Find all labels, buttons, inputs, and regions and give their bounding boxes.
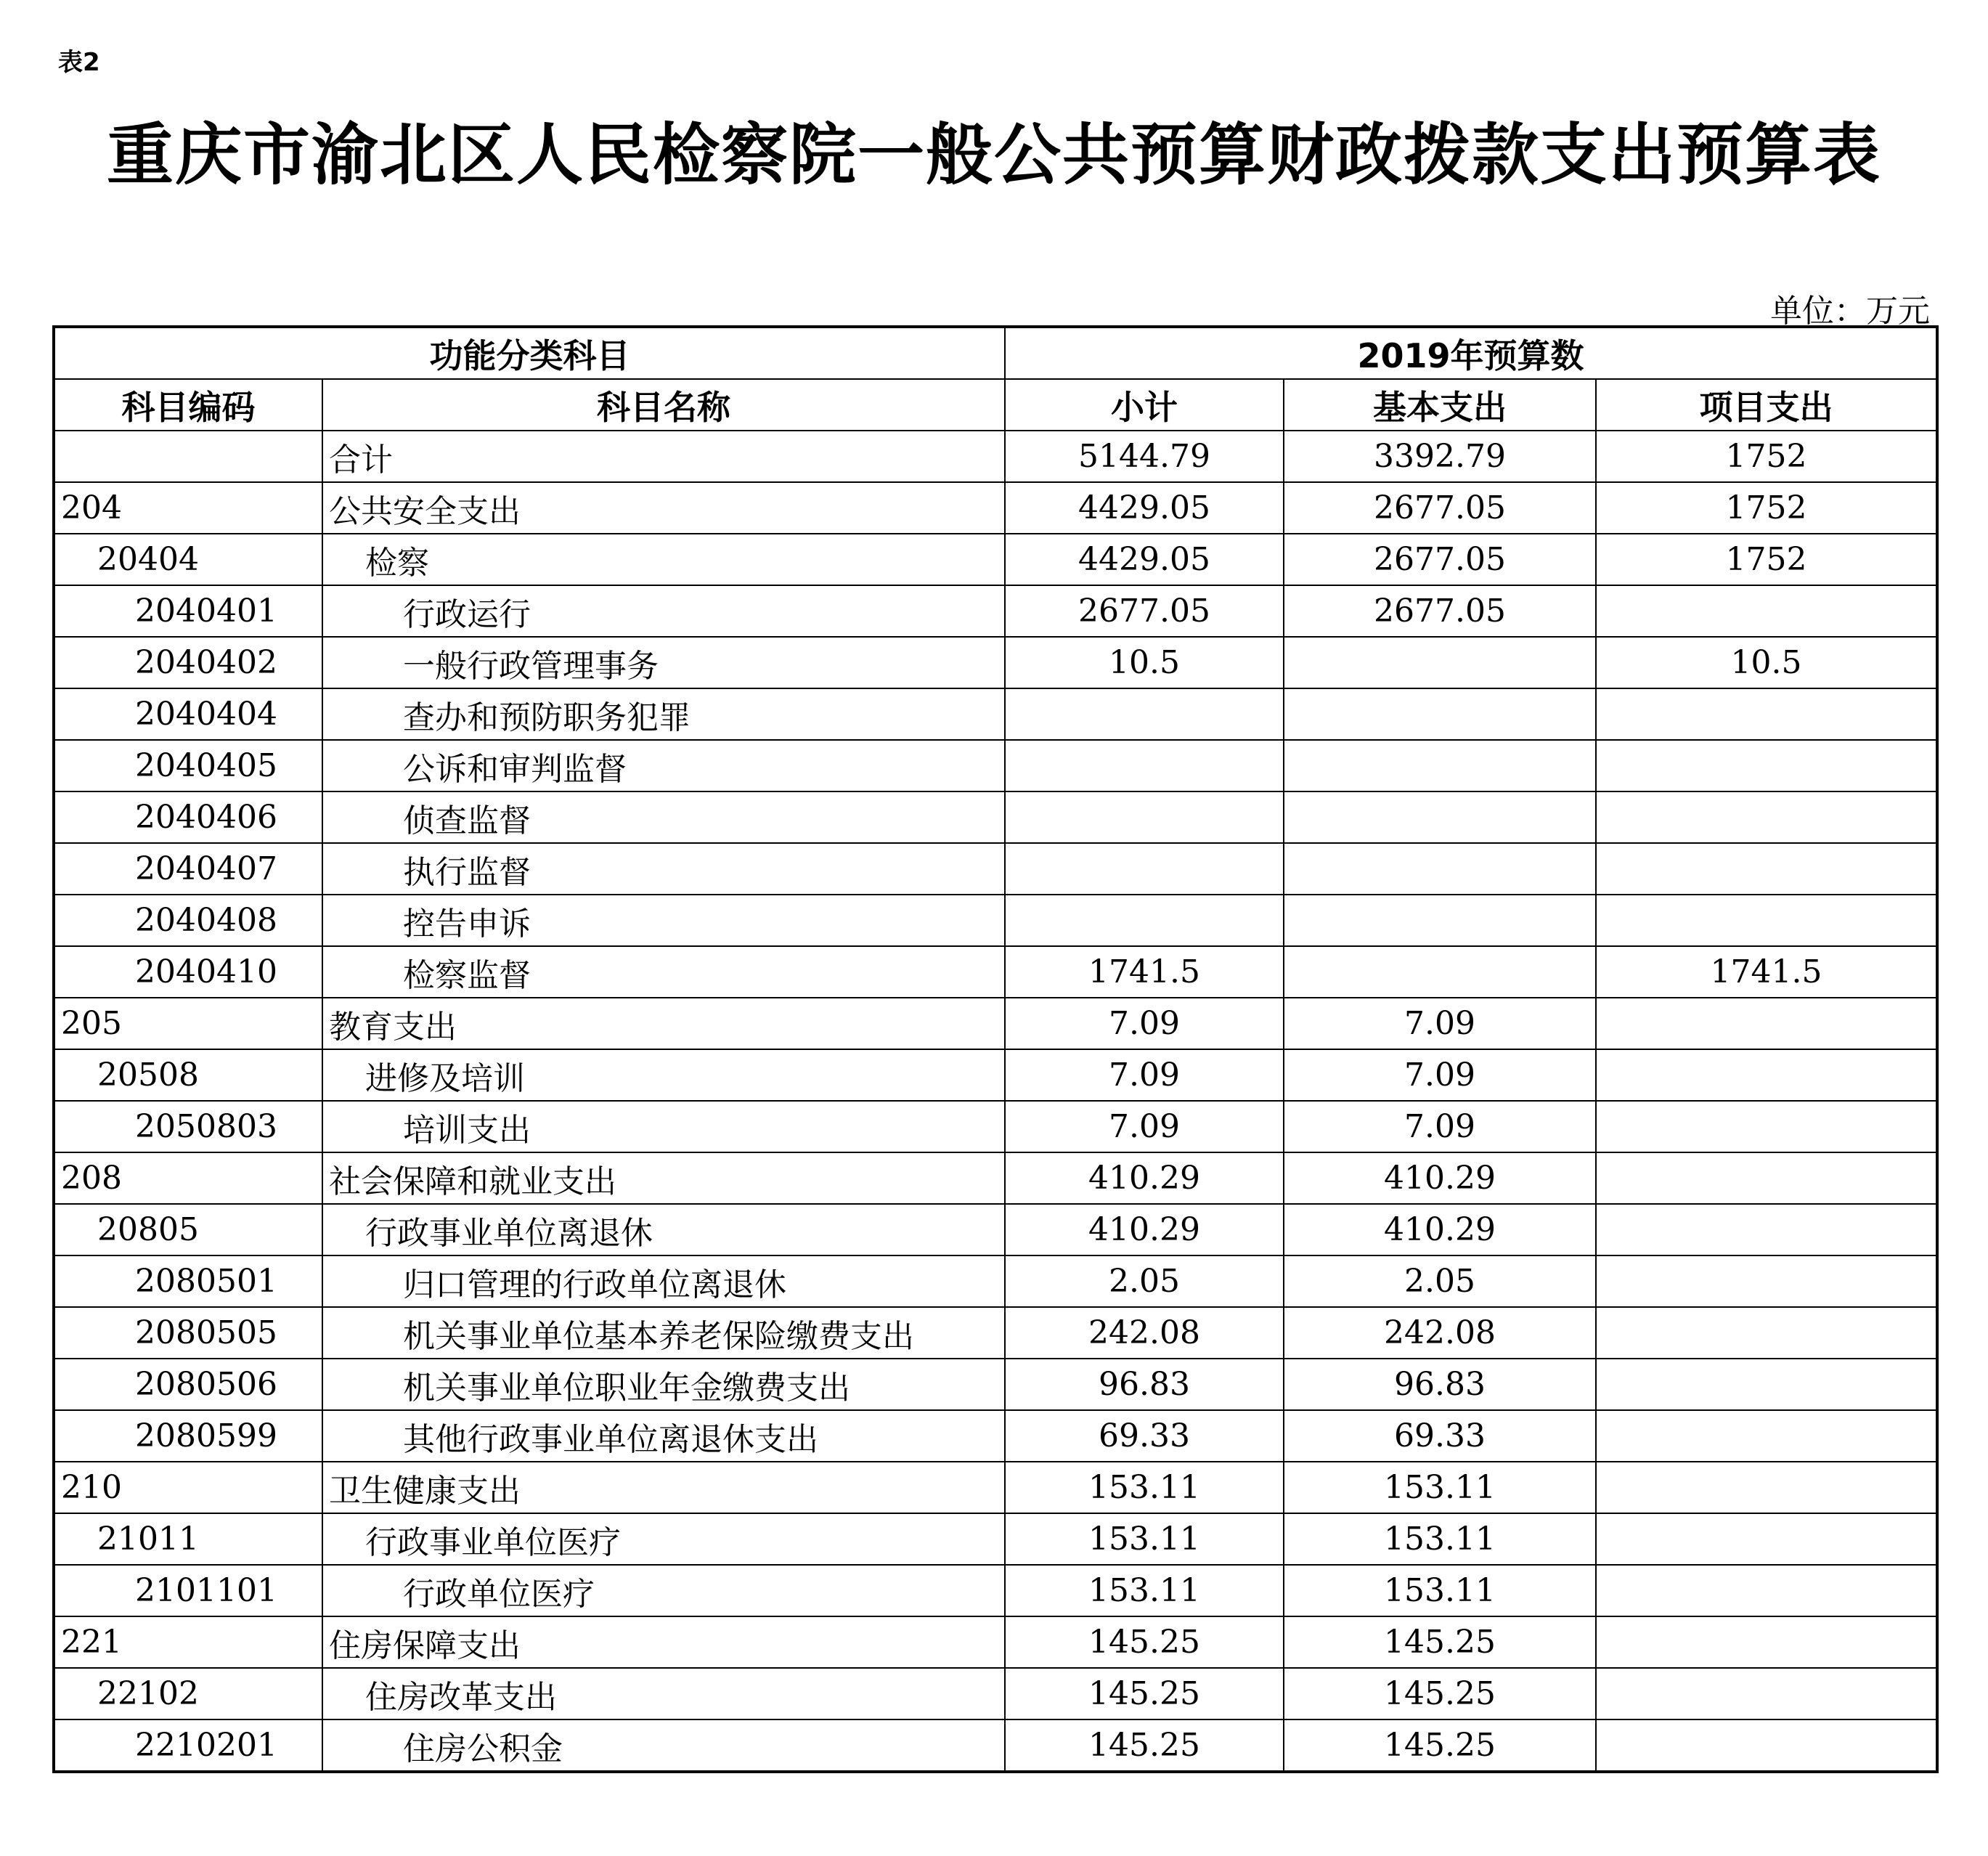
cell-name: 检察监督 bbox=[322, 946, 1005, 998]
cell-basic: 2.05 bbox=[1284, 1255, 1596, 1307]
cell-basic: 2677.05 bbox=[1284, 534, 1596, 585]
cell-project bbox=[1596, 791, 1937, 843]
cell-code: 2040405 bbox=[54, 740, 322, 791]
cell-code: 210 bbox=[54, 1462, 322, 1513]
header-project: 项目支出 bbox=[1596, 379, 1937, 431]
cell-code: 20805 bbox=[54, 1204, 322, 1255]
cell-name: 住房公积金 bbox=[322, 1719, 1005, 1772]
cell-subtotal: 410.29 bbox=[1005, 1152, 1284, 1204]
cell-basic: 153.11 bbox=[1284, 1513, 1596, 1565]
cell-subtotal: 242.08 bbox=[1005, 1307, 1284, 1359]
cell-code: 2080506 bbox=[54, 1359, 322, 1410]
cell-basic: 7.09 bbox=[1284, 1049, 1596, 1101]
cell-project bbox=[1596, 1513, 1937, 1565]
cell-name: 控告申诉 bbox=[322, 895, 1005, 946]
cell-basic: 7.09 bbox=[1284, 998, 1596, 1049]
cell-name: 卫生健康支出 bbox=[322, 1462, 1005, 1513]
cell-subtotal: 2677.05 bbox=[1005, 585, 1284, 637]
table-row bbox=[54, 998, 1937, 1049]
cell-name: 检察 bbox=[322, 534, 1005, 585]
cell-name: 住房保障支出 bbox=[322, 1616, 1005, 1668]
table-row bbox=[54, 585, 1937, 637]
cell-code: 2040401 bbox=[54, 585, 322, 637]
unit-label: 单位：万元 bbox=[1770, 293, 1930, 330]
cell-basic bbox=[1284, 637, 1596, 688]
cell-name: 教育支出 bbox=[322, 998, 1005, 1049]
cell-subtotal: 7.09 bbox=[1005, 998, 1284, 1049]
header-code: 科目编码 bbox=[54, 379, 322, 431]
cell-project: 1741.5 bbox=[1596, 946, 1937, 998]
table-row bbox=[54, 1204, 1937, 1255]
cell-subtotal: 7.09 bbox=[1005, 1101, 1284, 1152]
cell-project: 10.5 bbox=[1596, 637, 1937, 688]
header-name: 科目名称 bbox=[322, 379, 1005, 431]
table-row bbox=[54, 534, 1937, 585]
cell-code: 205 bbox=[54, 998, 322, 1049]
cell-name: 行政事业单位医疗 bbox=[322, 1513, 1005, 1565]
cell-basic bbox=[1284, 791, 1596, 843]
cell-project bbox=[1596, 1719, 1937, 1772]
cell-project bbox=[1596, 585, 1937, 637]
cell-basic: 3392.79 bbox=[1284, 431, 1596, 482]
cell-name: 培训支出 bbox=[322, 1101, 1005, 1152]
budget-table bbox=[52, 325, 1939, 1773]
table-row bbox=[54, 1616, 1937, 1668]
cell-project bbox=[1596, 1462, 1937, 1513]
cell-name: 侦查监督 bbox=[322, 791, 1005, 843]
cell-project bbox=[1596, 1307, 1937, 1359]
table-row bbox=[54, 740, 1937, 791]
header-column-row bbox=[54, 379, 1937, 431]
cell-code: 21011 bbox=[54, 1513, 322, 1565]
cell-project: 1752 bbox=[1596, 431, 1937, 482]
cell-subtotal: 5144.79 bbox=[1005, 431, 1284, 482]
cell-code: 2080599 bbox=[54, 1410, 322, 1462]
cell-subtotal: 1741.5 bbox=[1005, 946, 1284, 998]
cell-project: 1752 bbox=[1596, 534, 1937, 585]
cell-project bbox=[1596, 740, 1937, 791]
cell-project bbox=[1596, 1255, 1937, 1307]
cell-basic: 153.11 bbox=[1284, 1565, 1596, 1616]
table-row bbox=[54, 1359, 1937, 1410]
cell-basic: 69.33 bbox=[1284, 1410, 1596, 1462]
cell-name: 其他行政事业单位离退休支出 bbox=[322, 1410, 1005, 1462]
cell-name: 公共安全支出 bbox=[322, 482, 1005, 534]
table-body bbox=[54, 431, 1937, 1772]
cell-code: 2040404 bbox=[54, 688, 322, 740]
cell-subtotal: 96.83 bbox=[1005, 1359, 1284, 1410]
cell-subtotal bbox=[1005, 895, 1284, 946]
cell-subtotal: 153.11 bbox=[1005, 1462, 1284, 1513]
cell-subtotal: 145.25 bbox=[1005, 1668, 1284, 1719]
cell-code: 2210201 bbox=[54, 1719, 322, 1772]
cell-name: 公诉和审判监督 bbox=[322, 740, 1005, 791]
table-row bbox=[54, 1565, 1937, 1616]
table-row bbox=[54, 1462, 1937, 1513]
cell-basic: 145.25 bbox=[1284, 1616, 1596, 1668]
cell-code: 22102 bbox=[54, 1668, 322, 1719]
cell-project bbox=[1596, 1565, 1937, 1616]
cell-name: 住房改革支出 bbox=[322, 1668, 1005, 1719]
cell-code: 204 bbox=[54, 482, 322, 534]
cell-basic: 2677.05 bbox=[1284, 585, 1596, 637]
cell-project bbox=[1596, 895, 1937, 946]
table-row bbox=[54, 1152, 1937, 1204]
cell-basic: 410.29 bbox=[1284, 1204, 1596, 1255]
header-budget-year: 2019年预算数 bbox=[1005, 327, 1937, 379]
cell-name: 查办和预防职务犯罪 bbox=[322, 688, 1005, 740]
header-group-row bbox=[54, 327, 1937, 379]
table-row bbox=[54, 946, 1937, 998]
cell-subtotal: 410.29 bbox=[1005, 1204, 1284, 1255]
cell-code: 208 bbox=[54, 1152, 322, 1204]
cell-name: 行政事业单位离退休 bbox=[322, 1204, 1005, 1255]
cell-code: 221 bbox=[54, 1616, 322, 1668]
cell-subtotal: 145.25 bbox=[1005, 1719, 1284, 1772]
cell-name: 进修及培训 bbox=[322, 1049, 1005, 1101]
cell-basic: 96.83 bbox=[1284, 1359, 1596, 1410]
cell-subtotal bbox=[1005, 791, 1284, 843]
cell-subtotal: 7.09 bbox=[1005, 1049, 1284, 1101]
cell-name: 执行监督 bbox=[322, 843, 1005, 895]
table-row bbox=[54, 1101, 1937, 1152]
cell-basic bbox=[1284, 843, 1596, 895]
cell-code: 2040406 bbox=[54, 791, 322, 843]
table-row bbox=[54, 1719, 1937, 1772]
cell-project bbox=[1596, 1101, 1937, 1152]
cell-basic: 7.09 bbox=[1284, 1101, 1596, 1152]
table-row bbox=[54, 431, 1937, 482]
cell-basic bbox=[1284, 688, 1596, 740]
cell-project bbox=[1596, 1359, 1937, 1410]
cell-code: 2080505 bbox=[54, 1307, 322, 1359]
cell-code: 2050803 bbox=[54, 1101, 322, 1152]
cell-subtotal: 153.11 bbox=[1005, 1565, 1284, 1616]
cell-name: 社会保障和就业支出 bbox=[322, 1152, 1005, 1204]
cell-name: 行政运行 bbox=[322, 585, 1005, 637]
cell-name: 机关事业单位职业年金缴费支出 bbox=[322, 1359, 1005, 1410]
table-row bbox=[54, 895, 1937, 946]
cell-project: 1752 bbox=[1596, 482, 1937, 534]
cell-code: 20404 bbox=[54, 534, 322, 585]
table-number: 表2 bbox=[58, 48, 100, 77]
cell-project bbox=[1596, 688, 1937, 740]
cell-subtotal: 2.05 bbox=[1005, 1255, 1284, 1307]
table-row bbox=[54, 1513, 1937, 1565]
cell-project bbox=[1596, 1668, 1937, 1719]
cell-name: 机关事业单位基本养老保险缴费支出 bbox=[322, 1307, 1005, 1359]
cell-project bbox=[1596, 1616, 1937, 1668]
page-title: 重庆市渝北区人民检察院一般公共预算财政拨款支出预算表 bbox=[106, 116, 1881, 194]
table-row bbox=[54, 791, 1937, 843]
cell-code: 2101101 bbox=[54, 1565, 322, 1616]
table-row bbox=[54, 1410, 1937, 1462]
cell-name: 行政单位医疗 bbox=[322, 1565, 1005, 1616]
table-row bbox=[54, 1668, 1937, 1719]
cell-basic: 2677.05 bbox=[1284, 482, 1596, 534]
cell-code bbox=[54, 431, 322, 482]
cell-subtotal: 69.33 bbox=[1005, 1410, 1284, 1462]
cell-name: 归口管理的行政单位离退休 bbox=[322, 1255, 1005, 1307]
cell-subtotal: 145.25 bbox=[1005, 1616, 1284, 1668]
cell-basic bbox=[1284, 946, 1596, 998]
cell-basic bbox=[1284, 895, 1596, 946]
cell-code: 2040410 bbox=[54, 946, 322, 998]
cell-project bbox=[1596, 1049, 1937, 1101]
cell-project bbox=[1596, 1204, 1937, 1255]
table-row bbox=[54, 688, 1937, 740]
cell-project bbox=[1596, 1152, 1937, 1204]
cell-subtotal: 4429.05 bbox=[1005, 482, 1284, 534]
table-row bbox=[54, 1255, 1937, 1307]
header-function-classification: 功能分类科目 bbox=[54, 327, 1005, 379]
cell-subtotal bbox=[1005, 688, 1284, 740]
cell-subtotal: 153.11 bbox=[1005, 1513, 1284, 1565]
cell-basic: 145.25 bbox=[1284, 1719, 1596, 1772]
cell-basic: 145.25 bbox=[1284, 1668, 1596, 1719]
cell-basic: 410.29 bbox=[1284, 1152, 1596, 1204]
cell-subtotal: 4429.05 bbox=[1005, 534, 1284, 585]
cell-name: 合计 bbox=[322, 431, 1005, 482]
header-basic: 基本支出 bbox=[1284, 379, 1596, 431]
cell-basic: 153.11 bbox=[1284, 1462, 1596, 1513]
cell-subtotal: 10.5 bbox=[1005, 637, 1284, 688]
cell-name: 一般行政管理事务 bbox=[322, 637, 1005, 688]
cell-project bbox=[1596, 843, 1937, 895]
cell-code: 20508 bbox=[54, 1049, 322, 1101]
cell-basic: 242.08 bbox=[1284, 1307, 1596, 1359]
cell-subtotal bbox=[1005, 843, 1284, 895]
header-subtotal: 小计 bbox=[1005, 379, 1284, 431]
cell-basic bbox=[1284, 740, 1596, 791]
cell-code: 2040407 bbox=[54, 843, 322, 895]
cell-code: 2040408 bbox=[54, 895, 322, 946]
cell-project bbox=[1596, 1410, 1937, 1462]
table-row bbox=[54, 1307, 1937, 1359]
cell-code: 2080501 bbox=[54, 1255, 322, 1307]
table-row bbox=[54, 482, 1937, 534]
cell-project bbox=[1596, 998, 1937, 1049]
cell-code: 2040402 bbox=[54, 637, 322, 688]
table-row bbox=[54, 1049, 1937, 1101]
cell-subtotal bbox=[1005, 740, 1284, 791]
table-row bbox=[54, 843, 1937, 895]
table-row bbox=[54, 637, 1937, 688]
